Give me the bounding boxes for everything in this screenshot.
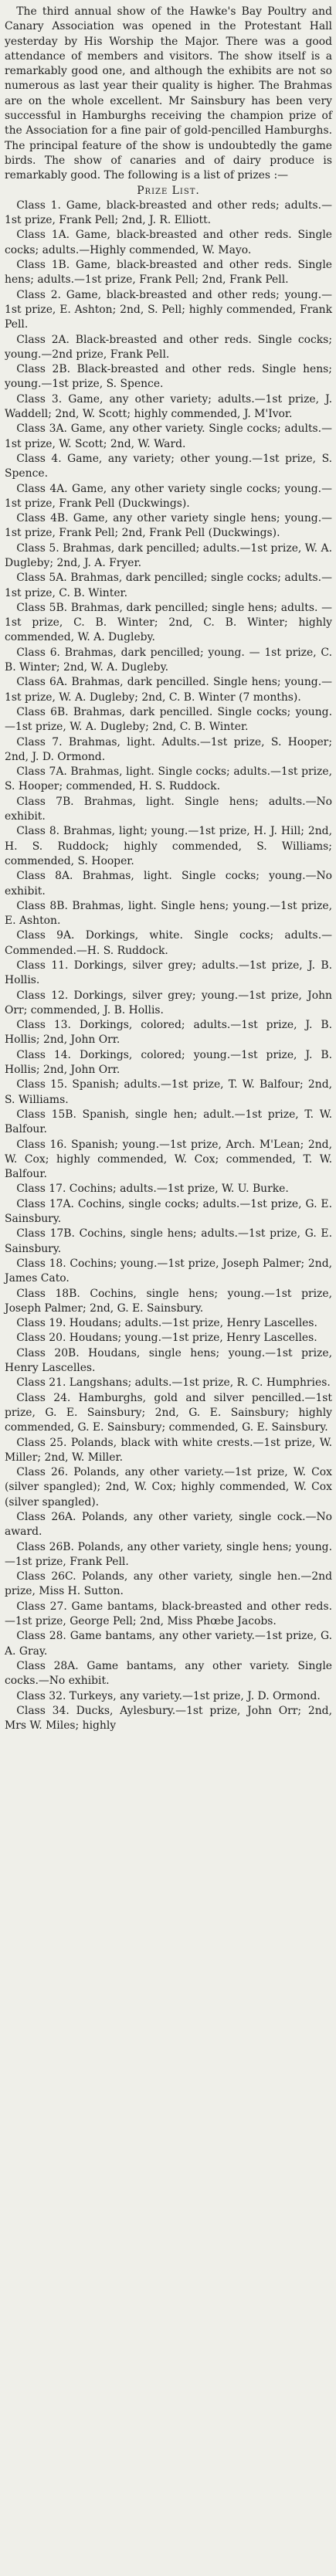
article-intro: The third annual show of the Hawke's Bay Poultry and Canary Association was opened in the Protestant Hall yesterday by His Worship the Major. There was a good attendance of members and visitors. The show itself is a remarkably good one, and although the exhibits are not so numerous as last year their quality is higher. The Brahmas are on the whole excellent. Mr Sainsbury has been very successful in Hamburghs receiving the champion prize of the Association for a fine pair of gold-pencilled Hamburghs. The principal feature of the show is undoubtedly the game birds. The show of canaries and of dairy produce is remarkably good. The following is a list of prizes :— bbox=[5, 5, 332, 182]
prize-entry: Class 12. Dorkings, silver grey; young.—1st prize, John Orr; commended, J. B. Hollis. bbox=[5, 989, 332, 1016]
prize-entry: Class 2A. Black-breasted and other reds. Single cocks; young.—2nd prize, Frank Pell. bbox=[5, 333, 332, 361]
prize-entry: Class 15B. Spanish, single hen; adult.—1st prize, T. W. Balfour. bbox=[5, 1108, 332, 1136]
prize-entry: Class 26C. Polands, any other variety, single hen.—2nd prize, Miss H. Sutton. bbox=[5, 1570, 332, 1598]
prize-entry: Class 27. Game bantams, black-breasted and other reds.—1st prize, George Pell; 2nd, Miss Phœbe Jacobs. bbox=[5, 1600, 332, 1628]
prize-entry: Class 16. Spanish; young.—1st prize, Arch. M'Lean; 2nd, W. Cox; highly commended, W. Cox; commended, T. W. Balfour. bbox=[5, 1138, 332, 1181]
prize-entry: Class 17. Cochins; adults.—1st prize, W. U. Burke. bbox=[16, 1183, 289, 1196]
prize-entry: Class 28. Game bantams, any other variety.—1st prize, G. A. Gray. bbox=[5, 1630, 332, 1658]
prize-entry: Class 1B. Game, black-breasted and other reds. Single hens; adults.—1st prize, Frank Pell; 2nd, Frank Pell. bbox=[5, 259, 332, 287]
prize-entry: Class 17B. Cochins, single hens; adults.—1st prize, G. E. Sainsbury. bbox=[5, 1227, 332, 1255]
prize-entry: Class 25. Polands, black with white crests.—1st prize, W. Miller; 2nd, W. Miller. bbox=[5, 1436, 332, 1464]
prize-entry: Class 1A. Game, black-breasted and other reds. Single cocks; adults.—Highly commended, W. Mayo. bbox=[5, 229, 332, 256]
prize-entry: Class 5. Brahmas, dark pencilled; adults.—1st prize, W. A. Dugleby; 2nd, J. A. Fryer. bbox=[5, 541, 332, 569]
prize-entry: Class 6B. Brahmas, dark pencilled. Single cocks; young.—1st prize, W. A. Dugleby; 2nd, C. B. Winter. bbox=[5, 705, 332, 734]
prize-entry: Class 4A. Game, any other variety single cocks; young.—1st prize, Frank Pell (Duckwings). bbox=[5, 482, 332, 510]
prize-entry: Class 4B. Game, any other variety single hens; young.—1st prize, Frank Pell; 2nd, Frank Pell (Duckwings). bbox=[5, 512, 332, 540]
prize-entry: Class 8A. Brahmas, light. Single cocks; young.—No exhibit. bbox=[5, 870, 332, 898]
prize-entry: Class 13. Dorkings, colored; adults.—1st prize, J. B. Hollis; 2nd, John Orr. bbox=[5, 1019, 332, 1047]
prize-entry: Class 8B. Brahmas, light. Single hens; young.—1st prize, E. Ashton. bbox=[5, 899, 332, 928]
prize-entry: Class 17A. Cochins, single cocks; adults.—1st prize, G. E. Sainsbury. bbox=[5, 1197, 332, 1226]
prize-entry: Class 32. Turkeys, any variety.—1st prize, J. D. Ormond. bbox=[16, 1689, 321, 1702]
prize-entry: Class 26B. Polands, any other variety, single hens; young.—1st prize, Frank Pell. bbox=[5, 1540, 332, 1568]
prize-entry: Class 26A. Polands, any other variety, single cock.—No award. bbox=[5, 1510, 332, 1539]
prize-entry: Class 24. Hamburghs, gold and silver pencilled.—1st prize, G. E. Sainsbury; 2nd, G. E. Sainsbury; highly commended, G. E. Sainsbury; commended, G. E. Sainsbury. bbox=[5, 1391, 332, 1434]
prize-entry: Class 18. Cochins; young.—1st prize, Joseph Palmer; 2nd, James Cato. bbox=[5, 1257, 332, 1285]
prize-entry: Class 26. Polands, any other variety.—1st prize, W. Cox (silver spangled); 2nd, W. Cox; highly commended, W. Cox (silver spangled). bbox=[5, 1466, 332, 1509]
prize-entry: Class 20. Houdans; young.—1st prize, Henry Lascelles. bbox=[16, 1332, 317, 1345]
prize-entry: Class 14. Dorkings, colored; young.—1st prize, J. B. Hollis; 2nd, John Orr. bbox=[5, 1048, 332, 1077]
prize-entry: Class 7B. Brahmas, light. Single hens; adults.—No exhibit. bbox=[5, 795, 332, 823]
prize-entry: Class 20B. Houdans, single hens; young.—1st prize, Henry Lascelles. bbox=[5, 1346, 332, 1375]
prize-entry: Class 15. Spanish; adults.—1st prize, T. W. Balfour; 2nd, S. Williams. bbox=[5, 1078, 332, 1106]
prize-list bbox=[5, 199, 332, 1734]
prize-entry: Class 8. Brahmas, light; young.—1st prize, H. J. Hill; 2nd, H. S. Ruddock; highly commended, S. Williams; commended, S. Hooper. bbox=[5, 825, 332, 867]
prize-entry: Class 19. Houdans; adults.—1st prize, Henry Lascelles. bbox=[16, 1317, 317, 1330]
prize-entry: Class 6. Brahmas, dark pencilled; young. — 1st prize, C. B. Winter; 2nd, W. A. Dugleby. bbox=[5, 646, 332, 674]
prize-entry: Class 21. Langshans; adults.—1st prize, R. C. Humphries. bbox=[16, 1376, 331, 1390]
prize-entry: Class 28A. Game bantams, any other variety. Single cocks.—No exhibit. bbox=[5, 1659, 332, 1688]
prize-entry: Class 9A. Dorkings, white. Single cocks; adults.—Commended.—H. S. Ruddock. bbox=[5, 929, 332, 957]
prize-entry: Class 3. Game, any other variety; adults.—1st prize, J. Waddell; 2nd, W. Scott; highly commended, J. M'Ivor. bbox=[5, 392, 332, 421]
prize-entry: Class 7A. Brahmas, light. Single cocks; adults.—1st prize, S. Hooper; commended, H. S. Ruddock. bbox=[5, 765, 332, 793]
prize-entry: Class 4. Game, any variety; other young.—1st prize, S. Spence. bbox=[5, 452, 332, 480]
prize-entry: Class 1. Game, black-breasted and other reds; adults.—1st prize, Frank Pell; 2nd, J. R. Elliott. bbox=[5, 199, 332, 227]
prize-entry: Class 3A. Game, any other variety. Single cocks; adults.—1st prize, W. Scott; 2nd, W. Ward. bbox=[5, 423, 332, 450]
prize-entry: Class 18B. Cochins, single hens; young.—1st prize, Joseph Palmer; 2nd, G. E. Sainsbury. bbox=[5, 1287, 332, 1315]
prize-entry: Class 11. Dorkings, silver grey; adults.—1st prize, J. B. Hollis. bbox=[5, 959, 332, 987]
prize-entry: Class 5A. Brahmas, dark pencilled; single cocks; adults.—1st prize, C. B. Winter. bbox=[5, 572, 332, 599]
prize-list-heading: Prize List. bbox=[137, 184, 200, 197]
prize-entry: Class 34. Ducks, Aylesbury.—1st prize, John Orr; 2nd, Mrs W. Miles; highly bbox=[5, 1704, 332, 1733]
prize-entry: Class 6A. Brahmas, dark pencilled. Single hens; young.—1st prize, W. A. Dugleby; 2nd, C. B. Winter (7 months). bbox=[5, 676, 332, 704]
prize-entry: Class 2. Game, black-breasted and other reds; young.—1st prize, E. Ashton; 2nd, S. Pell; highly commended, Frank Pell. bbox=[5, 288, 332, 331]
prize-entry: Class 2B. Black-breasted and other reds. Single hens; young.—1st prize, S. Spence. bbox=[5, 363, 332, 391]
prize-entry: Class 5B. Brahmas, dark pencilled; single hens; adults. — 1st prize, C. B. Winter; 2nd, C. B. Winter; highly commended, W. A. Dugleby. bbox=[5, 601, 332, 644]
prize-entry: Class 7. Brahmas, light. Adults.—1st prize, S. Hooper; 2nd, J. D. Ormond. bbox=[5, 735, 332, 763]
